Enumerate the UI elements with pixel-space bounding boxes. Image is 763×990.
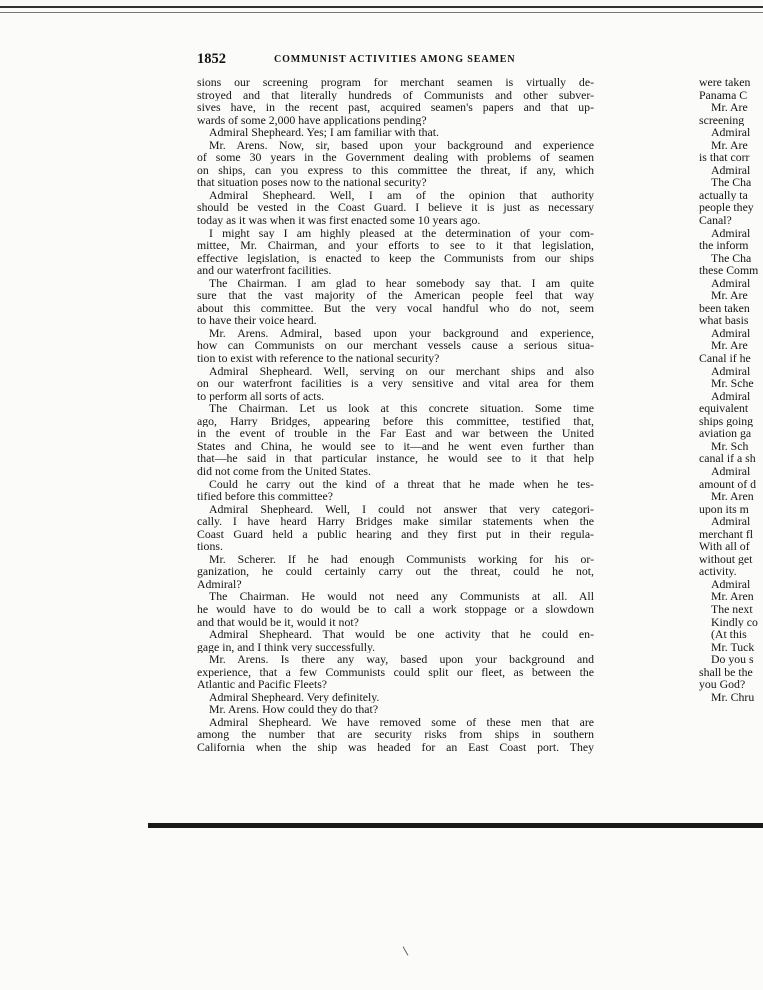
fragment-line: merchant fl bbox=[699, 527, 754, 541]
text-line: Mr. Arens. Is there any way, based upon your background and bbox=[209, 653, 594, 666]
text-line: tion to exist with reference to the national security? bbox=[197, 352, 440, 365]
text-line: Atlantic and Pacific Fleets? bbox=[197, 678, 328, 691]
text-line: Mr. Arens. Admiral, based upon your background and experience, bbox=[209, 326, 594, 340]
fragment-line: Admiral bbox=[711, 226, 751, 240]
fragment-line: Mr. Are bbox=[711, 339, 748, 353]
text-line: The Chairman. Let us look at this concrete situation. Some time bbox=[209, 402, 594, 415]
text-line: today as it was when it was first enacted some 10 years ago. bbox=[197, 214, 481, 227]
text-line: sions our screening program for merchant seamen is virtually de- bbox=[197, 76, 594, 89]
running-head: COMMUNIST ACTIVITIES AMONG SEAMEN bbox=[274, 54, 516, 65]
top-scan-edge-secondary bbox=[0, 12, 763, 13]
text-line: did not come from the United States. bbox=[197, 464, 371, 478]
fragment-line: the inform bbox=[699, 239, 749, 252]
bottom-scan-edge bbox=[148, 823, 763, 828]
fragment-line: Canal if he bbox=[699, 352, 751, 365]
text-line: and our waterfront facilities. bbox=[197, 264, 332, 277]
fragment-line: ships going bbox=[699, 414, 754, 428]
fragment-line: aviation ga bbox=[699, 427, 752, 440]
text-line: Admiral Shepheard. Well, I am of the opinion that authority bbox=[209, 188, 594, 202]
fragment-line: equivalent bbox=[699, 402, 749, 415]
fragment-line: Mr. Sch bbox=[711, 439, 749, 453]
text-line: Admiral Shepheard. Very definitely. bbox=[209, 690, 380, 704]
text-line: on our waterfront facilities is a very sensitive and vital area for them bbox=[197, 377, 594, 390]
fragment-line: what basis bbox=[699, 314, 749, 327]
text-line: how can Communists on our merchant vessels cause a serious situa- bbox=[197, 339, 594, 353]
fragment-line: Mr. Aren bbox=[711, 490, 754, 503]
text-line: Admiral Shepheard. We have removed some of these men that are bbox=[209, 715, 594, 729]
text-line: Admiral Shepheard. Well, serving on our merchant ships and also bbox=[209, 364, 594, 378]
fragment-line: The Cha bbox=[711, 251, 752, 265]
page-header bbox=[197, 51, 597, 69]
fragment-line: The Cha bbox=[711, 176, 752, 189]
fragment-line: Kindly co bbox=[711, 615, 758, 629]
fragment-line: amount of d bbox=[699, 477, 757, 491]
fragment-line: Admiral bbox=[711, 464, 751, 478]
text-line: Could he carry out the kind of a threat that he made when he tes- bbox=[209, 477, 594, 491]
text-line: stroyed and that literally hundreds of Communists and other subver- bbox=[197, 88, 594, 102]
fragment-line: The next bbox=[711, 602, 753, 616]
text-line: to perform all sorts of acts. bbox=[197, 389, 325, 403]
text-line: of some 30 years in the Government dealing with problems of seamen bbox=[197, 151, 594, 164]
fragment-line: canal if a sh bbox=[699, 452, 756, 465]
fragment-line: without get bbox=[699, 552, 753, 566]
fragment-line: Mr. Aren bbox=[711, 590, 754, 603]
text-line: sure that the vast majority of the American people feel that way bbox=[197, 289, 594, 302]
text-line: Admiral Shepheard. Well, I could not answer that very categori- bbox=[209, 502, 594, 516]
fragment-line: Mr. Chru bbox=[711, 690, 755, 704]
text-line: Admiral Shepheard. Yes; I am familiar with that. bbox=[209, 126, 439, 139]
fragment-line: Admiral bbox=[711, 276, 751, 290]
fragment-line: people they bbox=[699, 201, 754, 215]
text-line: that situation poses now to the national security? bbox=[197, 176, 427, 189]
main-text-column bbox=[197, 76, 594, 754]
text-line: The Chairman. I am glad to hear somebody say that. I am quite bbox=[209, 276, 594, 290]
text-line: Admiral? bbox=[197, 577, 242, 591]
text-line: mittee, Mr. Chairman, and your efforts to see to it that legislation, bbox=[197, 239, 594, 252]
text-line: in the event of trouble in the Far East and war between the United bbox=[197, 427, 594, 440]
text-line: that—he said in that particular instance, he would see to it that help bbox=[197, 452, 594, 465]
fragment-line: were taken bbox=[699, 76, 751, 89]
text-line: Mr. Scherer. If he had enough Communists working for his or- bbox=[209, 552, 594, 566]
text-line: he would have to do would be to call a work stoppage or a slowdown bbox=[197, 602, 594, 616]
fragment-line: Mr. Are bbox=[711, 101, 748, 114]
text-line: ago, Harry Bridges, appearing before this committee, testified that, bbox=[197, 414, 594, 428]
fragment-line: these Comm bbox=[699, 264, 759, 277]
fragment-line: screening bbox=[699, 113, 745, 127]
text-line: tions. bbox=[197, 540, 223, 553]
fragment-line: Mr. Are bbox=[711, 138, 748, 152]
fragment-line: Admiral bbox=[711, 126, 751, 139]
fragment-line: Do you s bbox=[711, 653, 754, 666]
fragment-line: Admiral bbox=[711, 364, 751, 378]
top-scan-edge bbox=[0, 6, 763, 8]
fragment-line: actually ta bbox=[699, 188, 748, 202]
text-line: Coast Guard held a public hearing and they first put in their regula- bbox=[197, 527, 594, 541]
fragment-line: activity. bbox=[699, 565, 737, 578]
text-line: Mr. Arens. How could they do that? bbox=[209, 703, 379, 716]
text-line: sives have, in the recent past, acquired seamen's papers and that up- bbox=[197, 101, 594, 114]
text-line: on ships, can you express to this committee the threat, if any, which bbox=[197, 163, 594, 177]
fragment-line: Admiral bbox=[711, 515, 751, 528]
fragment-line: Mr. Tuck bbox=[711, 640, 755, 654]
fragment-line: Admiral bbox=[711, 326, 751, 340]
text-line: tified before this committee? bbox=[197, 490, 333, 503]
text-line: experience, that a few Communists could split our fleet, as between the bbox=[197, 665, 594, 679]
fragment-line: been taken bbox=[699, 301, 750, 315]
text-line: I might say I am highly pleased at the determination of your com- bbox=[209, 226, 594, 240]
text-line: wards of some 2,000 have applications pending? bbox=[197, 113, 427, 127]
text-line: and that would be it, would it not? bbox=[197, 615, 359, 629]
fragment-line: Admiral bbox=[711, 577, 751, 591]
text-line: ganization, he could certainly carry out the threat, could he not, bbox=[197, 565, 594, 578]
fragment-line: Canal? bbox=[699, 214, 732, 227]
adjacent-page-fragment bbox=[699, 76, 763, 703]
fragment-line: shall be the bbox=[699, 665, 753, 679]
fragment-line: Mr. Sche bbox=[711, 377, 754, 390]
text-line: among the number that are security risks from ships in southern bbox=[197, 728, 594, 741]
page-number: 1852 bbox=[197, 51, 226, 67]
text-line: should be vested in the Coast Guard. I believe it is just as necessary bbox=[197, 201, 594, 215]
fragment-line: is that corr bbox=[699, 151, 750, 164]
text-line: The Chairman. He would not need any Communists at all. All bbox=[209, 590, 594, 603]
text-line: California when the ship was headed for an East Coast port. They bbox=[197, 740, 594, 754]
text-line: gage in, and I think very successfully. bbox=[197, 640, 376, 654]
scan-mark bbox=[403, 946, 409, 955]
fragment-line: upon its m bbox=[699, 502, 749, 516]
text-line: to have their voice heard. bbox=[197, 314, 317, 327]
fragment-line: With all of bbox=[699, 540, 750, 553]
fragment-line: you God? bbox=[699, 678, 746, 691]
fragment-line: Panama C bbox=[699, 88, 748, 102]
text-line: Mr. Arens. Now, sir, based upon your background and experience bbox=[209, 138, 594, 152]
text-line: cally. I have heard Harry Bridges make similar statements when the bbox=[197, 515, 594, 528]
fragment-line: Mr. Are bbox=[711, 289, 748, 302]
fragment-line: Admiral bbox=[711, 389, 751, 403]
fragment-line: Admiral bbox=[711, 163, 751, 177]
text-line: effective legislation, is enacted to keep the Communists from our ships bbox=[197, 251, 594, 265]
text-line: about this committee. But the very vocal handful who do not, seem bbox=[197, 301, 594, 315]
text-line: States and China, he would see to it—and he went even further than bbox=[197, 439, 594, 453]
fragment-line: (At this bbox=[711, 628, 747, 641]
text-line: Admiral Shepheard. That would be one activity that he could en- bbox=[209, 628, 594, 641]
